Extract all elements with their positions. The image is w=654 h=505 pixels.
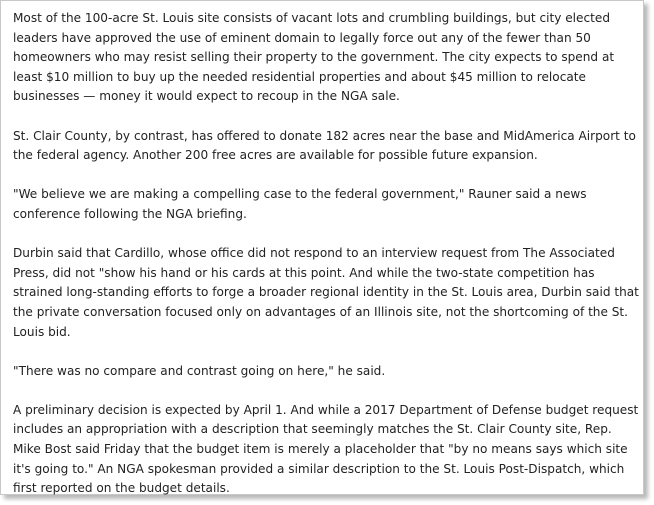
paragraph-st-clair-offer: St. Clair County, by contrast, has offered to donate 182 acres near the base and MidAmerica Airport to the federal agency. Another 200 free acres are available for possible future expansion. bbox=[13, 128, 636, 163]
article-body bbox=[13, 9, 639, 499]
paragraph-eminent-domain: Most of the 100-acre St. Louis site consists of vacant lots and crumbling buildings, but city elected leaders have approved the use of eminent domain to legally force out any of the fewer than 50 homeowners who may resist selling their property to the government. The city expects to spend at least $10 million to buy up the needed residential properties and about $45 million to relocate businesses — money it would expect to recoup in the NGA sale. bbox=[13, 11, 615, 104]
paragraph-durbin-cardillo: Durbin said that Cardillo, whose office did not respond to an interview request from The Associated Press, did not "show his hand or his cards at this point. And while the two-state competition has strained long-standing efforts to forge a broader regional identity in the St. Louis area, Durbin said that the private conversation focused only on advantages of an Illinois site, not the shortcoming of the St. Louis bid. bbox=[13, 246, 639, 339]
paragraph-no-compare-quote: "There was no compare and contrast going on here," he said. bbox=[13, 363, 386, 378]
paragraph-rauner-quote: "We believe we are making a compelling case to the federal government," Rauner said a news conference following the NGA briefing. bbox=[13, 187, 587, 221]
paragraph-preliminary-decision: A preliminary decision is expected by April 1. And while a 2017 Department of Defense budget request includes an appropriation with a description that seemingly matches the St. Clair County site, Rep. Mike Bost said Friday that the budget item is merely a placeholder that "by no means says which site it's going to." An NGA spokesman provided a similar description to the St. Louis Post-Dispatch, which first reported on the budget details. bbox=[13, 402, 639, 496]
